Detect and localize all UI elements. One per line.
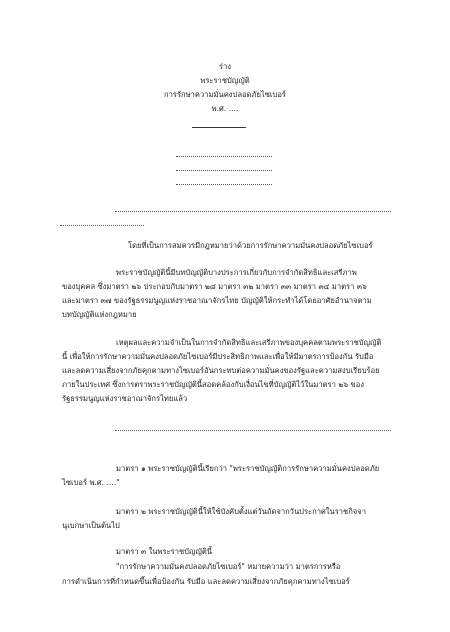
rights-line-1: พระราชบัญญัตินี้มีบทบัญญัติบางประการเกี่ยวกับการจำกัดสิทธิและเสรีภาพ	[116, 268, 357, 277]
preamble-text: โดยที่เป็นการสมควรมีกฎหมายว่าด้วยการรักษาความมั่นคงปลอดภัยไซเบอร์	[128, 241, 373, 250]
section3-line-1: มาตรา ๓ ในพระราชบัญญัตินี้	[116, 547, 213, 556]
reason-line-1: เหตุผลและความจำเป็นในการจำกัดสิทธิและเสรีภาพของบุคคลตามพระราชบัญญัติ	[116, 338, 382, 347]
rights-line-4: บทบัญญัติแห่งกฎหมาย	[62, 310, 137, 319]
act-year: พ.ศ. ....	[211, 104, 239, 113]
section2-line-1: มาตรา ๒ พระราชบัญญัตินี้ให้ใช้บังคับตั้งแต่วันถัดจากวันประกาศในราชกิจจา	[116, 507, 366, 516]
separator-line-1a	[115, 211, 391, 212]
signature-line-1	[176, 156, 272, 157]
reason-line-5: รัฐธรรมนูญแห่งราชอาณาจักรไทยแล้ว	[62, 394, 188, 403]
title-underline	[192, 127, 246, 128]
separator-line-2	[115, 430, 391, 431]
section2-line-2: นุเบกษาเป็นต้นไป	[62, 521, 120, 530]
rights-line-2: ของบุคคล ซึ่งมาตรา ๒๖ ประกอบกับมาตรา ๒๘ มาตรา ๓๒ มาตรา ๓๓ มาตรา ๓๔ มาตรา ๓๖	[62, 282, 367, 291]
reason-line-4: ภายในประเทศ ซึ่งการตราพระราชบัญญัตินี้สอดคล้องกับเงื่อนไขที่บัญญัติไว้ในมาตรา ๒๖ ของ	[62, 380, 364, 389]
section3-line-3: การดำเนินการที่กำหนดขึ้นเพื่อป้องกัน รับมือ และลดความเสี่ยงจากภัยคุกคามทางไซเบอร์	[62, 577, 350, 586]
reason-line-3: และลดความเสี่ยงจากภัยคุกคามทางไซเบอร์อันกระทบต่อความมั่นคงของรัฐและความสงบเรียบร้อย	[62, 366, 380, 375]
section3-line-2: "การรักษาความมั่นคงปลอดภัยไซเบอร์" หมายความว่า มาตรการหรือ	[116, 562, 341, 571]
rights-line-3: และมาตรา ๓๗ ของรัฐธรรมนูญแห่งราชอาณาจักรไทย บัญญัติให้กระทำได้โดยอาศัยอำนาจตาม	[62, 296, 372, 305]
draft-label: ร่าง	[218, 62, 232, 71]
section1-line-1: มาตรา ๑ พระราชบัญญัตินี้เรียกว่า "พระราชบัญญัติการรักษาความมั่นคงปลอดภัย	[116, 464, 380, 473]
separator-line-1b	[60, 225, 144, 226]
act-title: การรักษาความมั่นคงปลอดภัยไซเบอร์	[164, 90, 286, 99]
section1-line-2: ไซเบอร์ พ.ศ. ...."	[62, 478, 120, 487]
act-heading: พระราชบัญญัติ	[200, 76, 250, 85]
signature-line-3	[176, 184, 272, 185]
signature-line-2	[176, 170, 272, 171]
reason-line-2: นี้ เพื่อให้การรักษาความมั่นคงปลอดภัยไซเบอร์มีประสิทธิภาพและเพื่อให้มีมาตรการป้องกัน รับมือ	[62, 352, 374, 361]
